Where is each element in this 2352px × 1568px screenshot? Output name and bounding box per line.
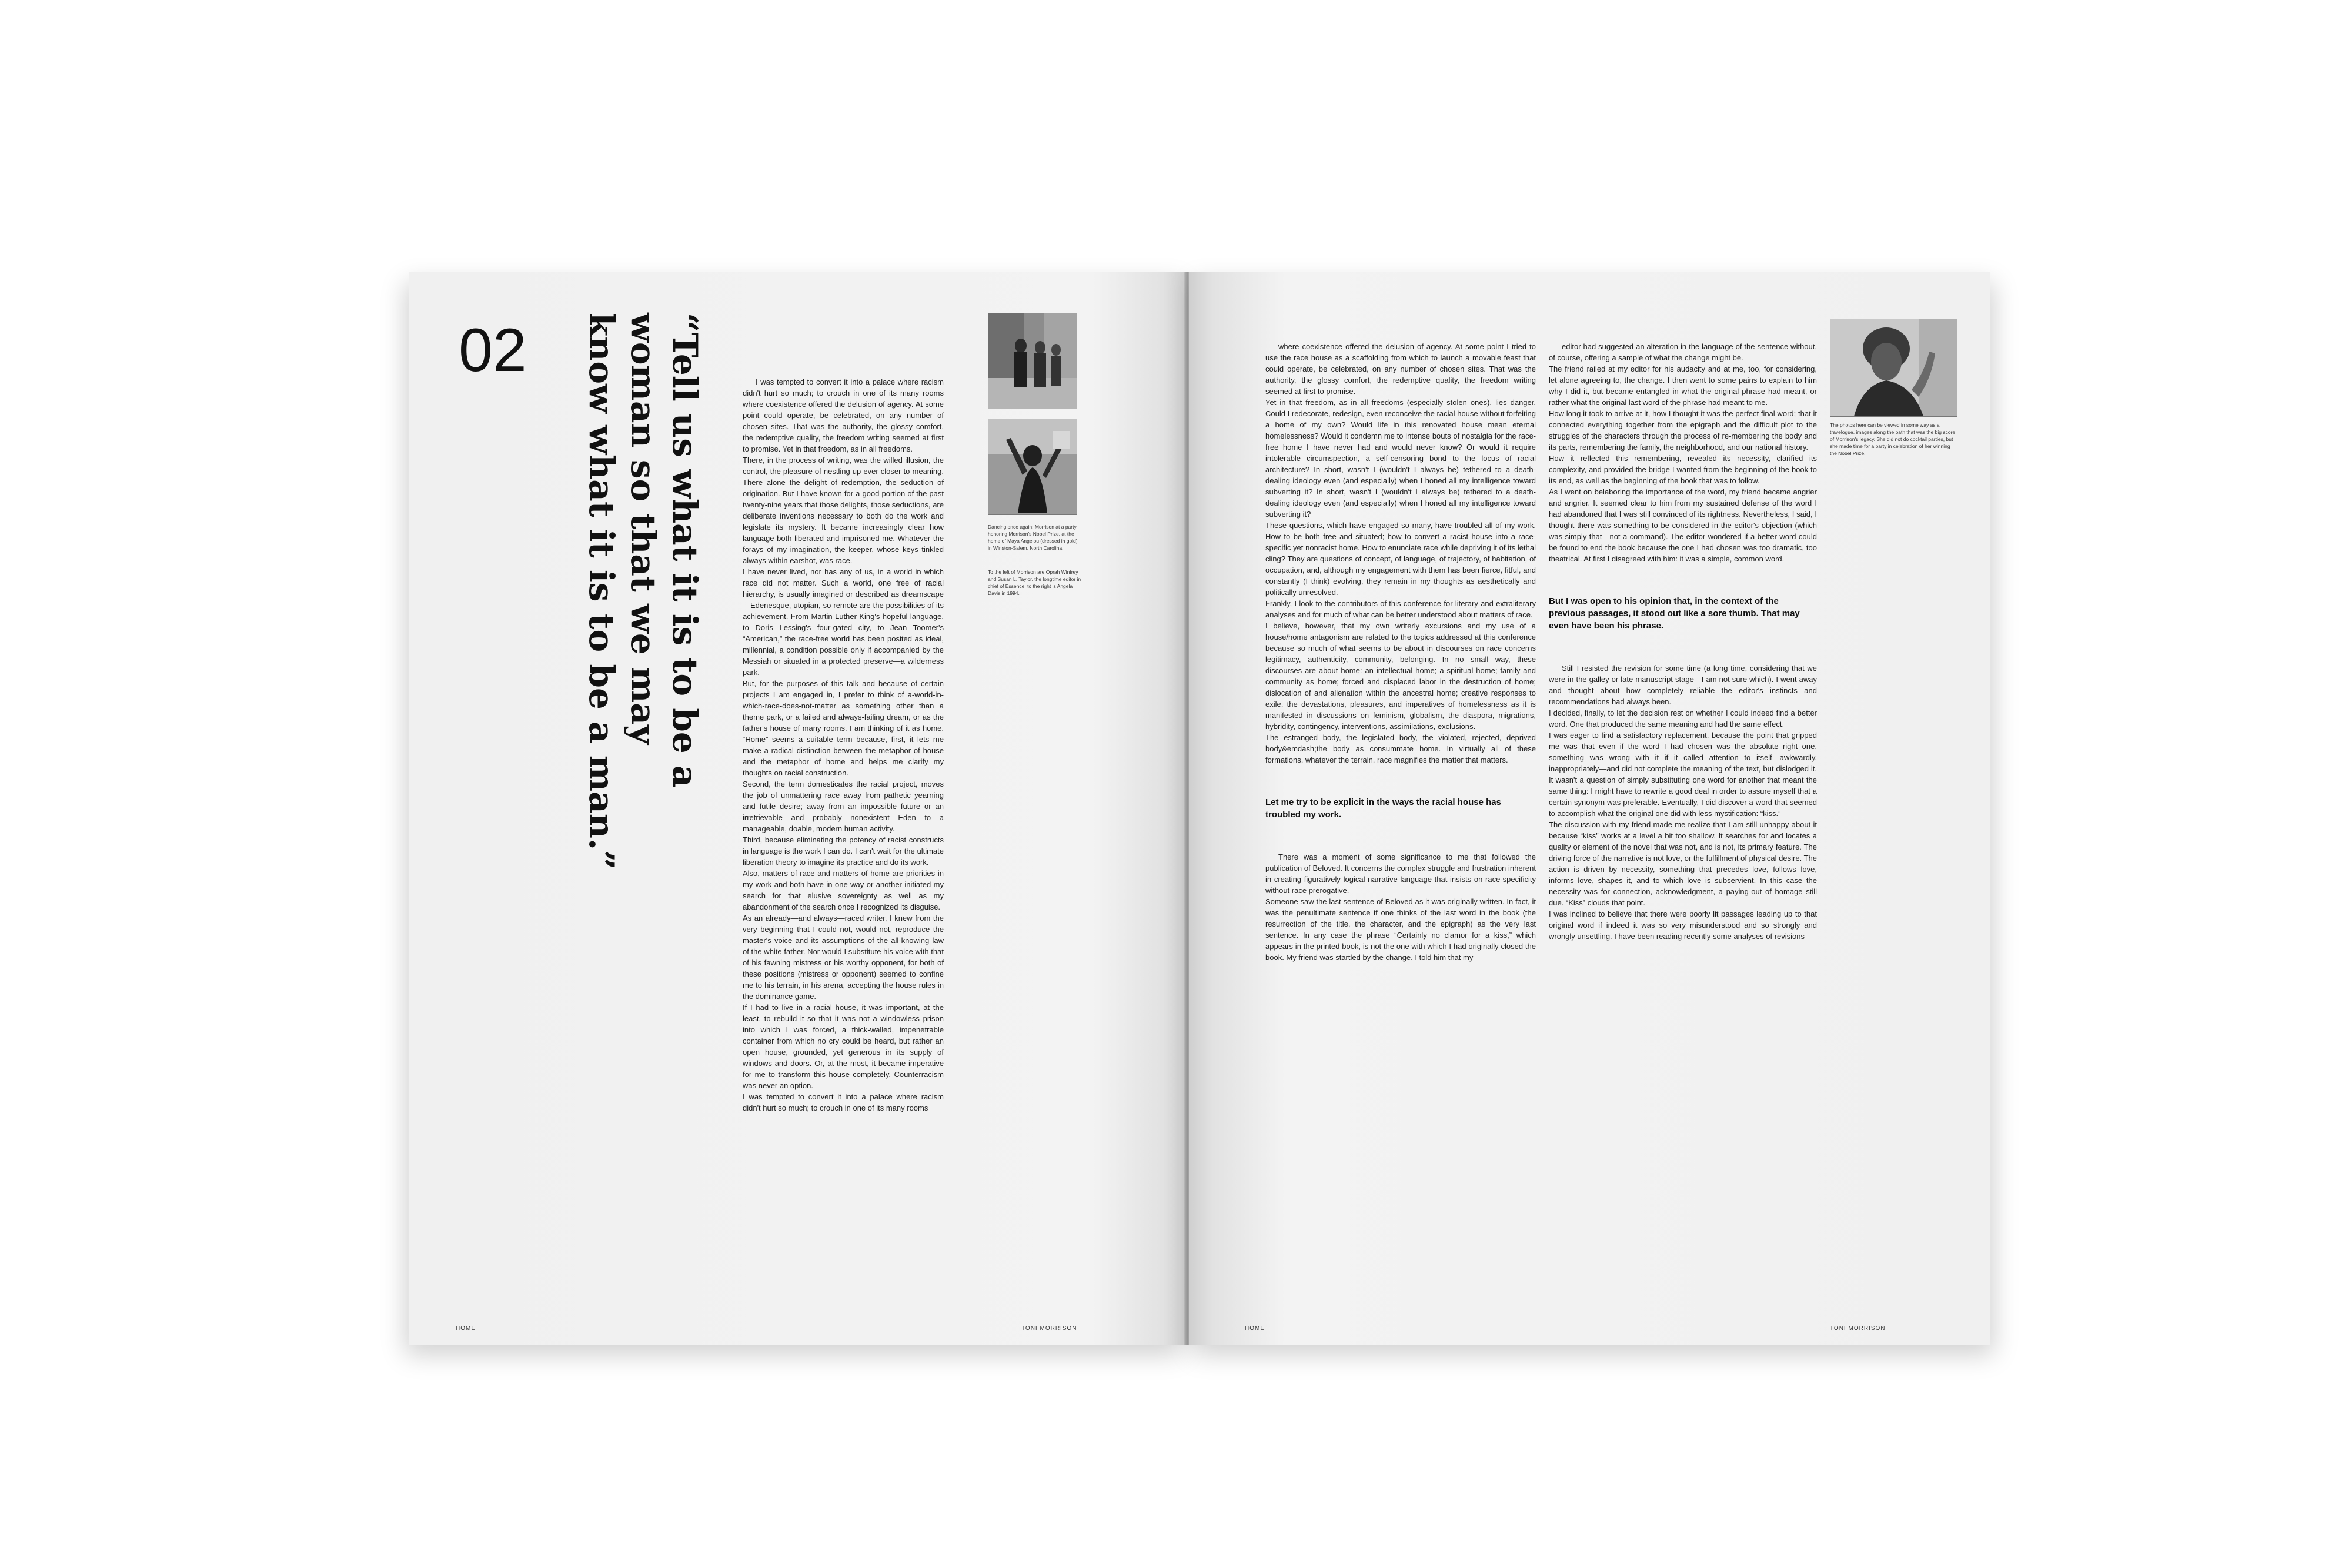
subheading: But I was open to his opinion that, in the context of the previous passages, it stood out like a sore thumb. That may even have been his phrase. [1549, 596, 1802, 631]
body-column [1265, 319, 1536, 1312]
body-text: where coexistence offered the delusion of agency. At some point I tried to use the race house as a scaffolding from which to launch a movable feast that could operate, be celebrated, on any number of chosen sites. That was the authority, the glossy comfort, the redemptive quality, the freedom writing seemed at first to promise. Yet in that freedom, as in all freedoms (especially stolen ones), lies danger. Could I redecorate, redesign, even reconceive the racial house without forfeiting a home of my own? Would life in this renovated house mean eternal homelessness? Would it condemn me to intense bouts of nostalgia for the race-free home I have never had and would never know? Or would it require intolerable circumspection, a self-censoring bond to the locus of racial architecture? In short, wasn't I (wouldn't I always be) tethered to a death-dealing ideology even (and especially) when I honed all my intelligence toward subverting it? In short, wasn't I (wouldn't I always be) tethered to a death-dealing ideology even (and especially) when I honed all my intelligence toward subverting it? These questions, which have engaged so many, have troubled all of my work. How to be both free and situated; how to convert a racist house into a race-specific yet nonracist home. How to enunciate race while depriving it of its lethal cling? They are questions of concept, of language, of trajectory, of habitation, of occupation, and, although my engagement with them has been fierce, fitful, and constantly (I think) evolving, they remain in my thoughts as aesthetically and politically unresolved. Frankly, I look to the contributors of this conference for literary and extraliterary analyses and for much of what can be better understood about matters of race. I believe, however, that my own writerly excursions and my use of a house/home antagonism are related to the topics addressed at this conference because so much of what seems to be about in discourses on race concerns legitimacy, authenticity, community, belonging. In no small way, these discourses are about home: an intellectual home; a spiritual home; family and community as home; forced and displaced labor in the destruction of home; dislocation of and alienation within the ancestral home; creative responses to exile, the devastations, pleasures, and imperatives of homelessness as it is manifested in discussions on feminism, globalism, the diaspora, migrations, hybridity, contingency, interventions, assimilations, exclusions. The estranged body, the legislated body, the violated, rejected, deprived body&emdash;the body as consummate home. In virtually all of these formations, whatever the terrain, race magnifies the matter that matters. [1265, 342, 1536, 764]
left-page [409, 272, 1186, 1345]
photo-caption: To the left of Morrison are Oprah Winfrey and Susan L. Taylor, the longtime editor in chief of Essence; to the right is Angela Davis in 1994. [988, 569, 1081, 596]
pull-quote-line: “Tell us what it is to be a [665, 313, 705, 788]
folio-section: HOME [456, 1325, 476, 1332]
body-column [1549, 319, 1817, 1312]
photo-portrait [1830, 319, 1957, 417]
body-column [743, 354, 944, 1280]
photo-street-group [988, 313, 1077, 409]
right-page [1189, 272, 1990, 1345]
pull-quote [564, 313, 706, 924]
section-number: 02 [459, 316, 527, 385]
folio-author: TONI MORRISON [1021, 1325, 1077, 1332]
subheading: Let me try to be explicit in the ways the racial house has troubled my work. [1265, 797, 1504, 820]
body-text: editor had suggested an alteration in the language of the sentence without, of course, offering a sample of what the change might be. The friend railed at my editor for his audacity and at me, too, for considering, let alone agreeing to, the change. I then went to some pains to explain to him why I did it, but became entangled in what the original phrase had meant, or rather what the original last word of the phrase had meant to me. How long it took to arrive at it, how I thought it was the perfect final word; that it connected everything together from the epigraph and the difficult plot to the struggles of the characters through the process of re-membering the body and its parts, remembering the family, the neighborhood, and our national history. How it reflected this remembering, revealed its necessity, clarified its complexity, and provided the bridge I wanted from the beginning of the book to its end, as well as the beginning of the book that was to follow. As I went on belaboring the importance of the word, my friend became angrier and angrier. It seemed clear to him from my sustained defense of the word I had abandoned that I was still convinced of its rightness. Nevertheless, I said, I thought there was something to be considered in the editor's objection (which was simply that—not a command). The editor wondered if a better word could be found to end the book because the one I had chosen was too dramatic, too theatrical. At first I disagreed with him: it was a simple, common word. [1549, 342, 1817, 563]
folio-author: TONI MORRISON [1830, 1325, 1886, 1332]
photo-caption: Dancing once again; Morrison at a party honoring Morrison's Nobel Prize, at the home of Maya Angelou (dressed in gold) in Winston-Salem, North Carolina. [988, 524, 1078, 551]
folio-section: HOME [1245, 1325, 1265, 1332]
pull-quote-line: know what it is to be a man.” [582, 313, 622, 870]
magazine-spread [409, 272, 1990, 1348]
pull-quote-line: woman so that we may [623, 313, 663, 745]
photo-caption: The photos here can be viewed in some way as a travelogue, images along the path that was the big score of Morrison's legacy. She did not do cocktail parties, but she made time for a party in celebration of her winning the Nobel Prize. [1830, 422, 1956, 456]
photo-dancing [988, 419, 1077, 515]
body-text: I was tempted to convert it into a palace where racism didn't hurt so much; to crouch in one of its many rooms where coexistence offered the delusion of agency. At some point could operate, be celebrated, on any number of chosen sites. That was the authority, the glossy comfort, the redemptive quality, the freedom writing seemed at first to promise. Yet in that freedom, as in all freedoms. There, in the process of writing, was the willed illusion, the control, the pleasure of nestling up ever closer to meaning. There alone the delight of redemption, the seduction of origination. But I have known for a good portion of the past twenty-nine years that those delights, those seductions, are deliberate inventions necessary to both do the work and legislate its mystery. It became increasingly clear how language both liberated and imprisoned me. Whatever the forays of my imagination, the keeper, whose keys tinkled always within earshot, was race. I have never lived, nor has any of us, in a world in which race did not matter. Such a world, one free of racial hierarchy, is usually imagined or described as dreamscape—Edenesque, utopian, so remote are the possibilities of its achievement. From Martin Luther King's hopeful language, to Doris Lessing's four-gated city, to Jean Toomer's “American,” the race-free world has been posited as ideal, millennial, a condition possible only if accompanied by the Messiah or situated in a protected preserve—a wilderness park. But, for the purposes of this talk and because of certain projects I am engaged in, I prefer to think of a-world-in-which-race-does-not-matter as something other than a theme park, or a failed and always-failing dream, or as the father's house of many rooms. I am thinking of it as home. “Home” seems a suitable term because, first, it lets me make a radical distinction between the metaphor of house and the metaphor of home and helps me clarify my thoughts on racial construction. Second, the term domesticates the racial project, moves the job of unmattering race away from pathetic yearning and futile desire; away from an impossible future or an irretrievable and probably nonexistent Eden to a manageable, doable, modern human activity. Third, because eliminating the potency of racist constructs in language is the work I can do. I can't wait for the ultimate liberation theory to imagine its practice and do its work. Also, matters of race and matters of home are priorities in my work and both have in one way or another initiated my search for that elusive sovereignty as well as my abandonment of the search once I recognized its disguise. As an already—and always—raced writer, I knew from the very beginning that I could not, would not, reproduce the master's voice and its assumptions of the all-knowing law of the white father. Nor would I substitute his voice with that of his fawning mistress or his worthy opponent, for both of these positions (mistress or opponent) seemed to confine me to his terrain, in his arena, accepting the house rules in the dominance game. If I had to live in a racial house, it was important, at the least, to rebuild it so that it was not a windowless prison into which I was forced, a thick-walled, impenetrable container from which no cry could be heard, but rather an open house, grounded, yet generous in its supply of windows and doors. Or, at the most, it became imperative for me to transform this house completely. Counterracism was never an option. I was tempted to convert it into a palace where racism didn't hurt so much; to crouch in one of its many rooms [743, 377, 944, 1112]
body-text: Still I resisted the revision for some time (a long time, considering that we were in the galley or late manuscript stage—I am not sure which). I went away and thought about how completely reliable the editor's instincts and recommendations had always been. I decided, finally, to let the decision rest on whether I could indeed find a better word. One that produced the same meaning and had the same effect. I was eager to find a satisfactory replacement, because the point that gripped me was that even if the word I had chosen was the absolute right one, something was wrong with it if it called attention to itself—awkwardly, inappropriately—and did not complete the meaning of the text, but dislodged it. It wasn't a question of simply substituting one word for another that meant the same thing: I might have to rewrite a good deal in order to assure myself that a certain synonym was preferable. Eventually, I did discover a word that seemed to accomplish what the original one did with less mystification: “kiss.” The discussion with my friend made me realize that I am still unhappy about it because “kiss” works at a level a bit too shallow. It searches for and locates a quality or element of the novel that was not, and is not, its primary feature. The driving force of the narrative is not love, or the fulfillment of physical desire. The action is driven by necessity, something that precedes love, follows love, informs love, shapes it, and to which love is subservient. In this case the necessity was for connection, acknowledgment, a paying-out of homage still due. “Kiss” clouds that point. I was inclined to believe that there were poorly lit passages leading up to that original word if indeed it was so very misunderstood and so strongly and wrongly unsettling. I have been reading recently some analyses of revisions [1549, 664, 1817, 941]
body-text: There was a moment of some significance to me that followed the publication of Beloved. It concerns the complex struggle and frustration inherent in creating figuratively logical narrative language that insists on race-specificity without race prerogative. Someone saw the last sentence of Beloved as it was originally written. In fact, it was the penultimate sentence if one thinks of the last word in the book (the resurrection of the title, the character, and the epigraph) as the very last sentence. In any case the phrase “Certainly no clamor for a kiss,” which appears in the printed book, is not the one with which I had originally closed the book. My friend was startled by the change. I told him that my [1265, 852, 1536, 962]
